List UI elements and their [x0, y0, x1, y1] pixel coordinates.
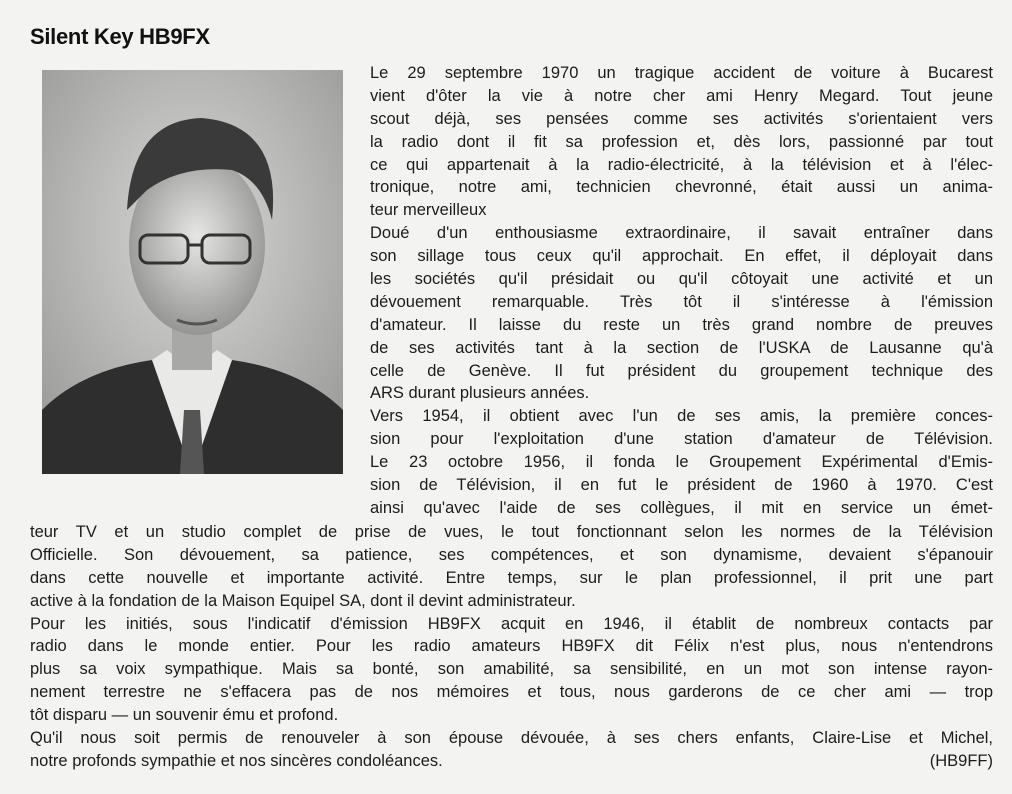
text-line: Le 23 octobre 1956, il fonda le Groupement Expérimental d'Emis-: [370, 453, 993, 472]
text-line: la radio dont il fit sa profession et, dès lors, passionné par tout: [370, 132, 993, 151]
article-title: Silent Key HB9FX: [30, 24, 210, 49]
text-line: active à la fondation de la Maison Equipel SA, dont il devint administrateur.: [30, 591, 576, 610]
text-line: Vers 1954, il obtient avec l'un de ses amis, la première conces-: [370, 407, 993, 426]
text-line: sion pour l'exploitation d'une station d'amateur de Télévision.: [370, 430, 993, 449]
text-line: Qu'il nous soit permis de renouveler à son épouse dévouée, à ses chers enfants, Claire-Lise et Michel,: [30, 729, 993, 748]
article-text-full-width: [30, 521, 993, 773]
text-line: celle de Genève. Il fut président du groupement technique des: [370, 361, 993, 380]
text-line: teur merveilleux: [370, 201, 487, 220]
text-line: Officielle. Son dévouement, sa patience, ses compétences, et son dynamisme, devaient s'épanouir: [30, 545, 993, 564]
text-line: dévouement remarquable. Très tôt il s'intéresse à l'émission: [370, 292, 993, 311]
text-line: tronique, notre ami, technicien chevronné, était aussi un anima-: [370, 178, 993, 197]
text-line: ARS durant plusieurs années.: [370, 384, 590, 403]
text-line: d'amateur. Il laisse du reste un très grand nombre de preuves: [370, 315, 993, 334]
text-line: scout déjà, ses pensées comme ses activités s'orientaient vers: [370, 109, 993, 128]
author-signature: (HB9FF): [929, 751, 993, 770]
text-line: teur TV et un studio complet de prise de vues, le tout fonctionnant selon les normes de la Télévision: [30, 523, 993, 541]
text-line: Pour les initiés, sous l'indicatif d'émission HB9FX acquit en 1946, il établit de nombreux contacts par: [30, 614, 993, 633]
text-line: Le 29 septembre 1970 un tragique accident de voiture à Bucarest: [370, 64, 993, 82]
text-line: les sociétés qu'il présidait ou qu'il côtoyait une activité et un: [370, 270, 993, 289]
closing-text: notre profonds sympathie et nos sincères condoléances.: [30, 751, 443, 770]
text-line: vient d'ôter la vie à notre cher ami Henry Megard. Tout jeune: [370, 86, 993, 105]
text-line: radio dans le monde entier. Pour les radio amateurs HB9FX dit Félix n'est plus, nous n'entendrons: [30, 637, 993, 656]
text-line: sion de Télévision, il en fut le président de 1960 à 1970. C'est: [370, 476, 993, 495]
text-line: son sillage tous ceux qu'il approchait. En effet, il déployait dans: [370, 247, 993, 266]
text-line: nement terrestre ne s'effacera pas de nos mémoires et tous, nous garderons de ce cher ami — trop: [30, 683, 993, 702]
text-line: ainsi qu'avec l'aide de ses collègues, il mit en service un émet-: [370, 498, 993, 517]
text-line: dans cette nouvelle et importante activité. Entre temps, sur le plan professionnel, il prit une part: [30, 568, 993, 587]
text-line: plus sa voix sympathique. Mais sa bonté, son amabilité, sa sensibilité, en un mot son intense rayon-: [30, 660, 993, 679]
text-line: de ses activités tant à la section de l'USKA de Lausanne qu'à: [370, 338, 993, 357]
portrait-photo: [42, 70, 343, 474]
text-line: ce qui appartenait à la radio-électricité, à la télévision et à l'élec-: [370, 155, 993, 174]
text-line: Doué d'un enthousiasme extraordinaire, il savait entraîner dans: [370, 224, 993, 243]
closing-line: [30, 750, 993, 773]
text-line: tôt disparu — un souvenir ému et profond.: [30, 706, 339, 725]
article-text-right-column: [370, 62, 993, 520]
